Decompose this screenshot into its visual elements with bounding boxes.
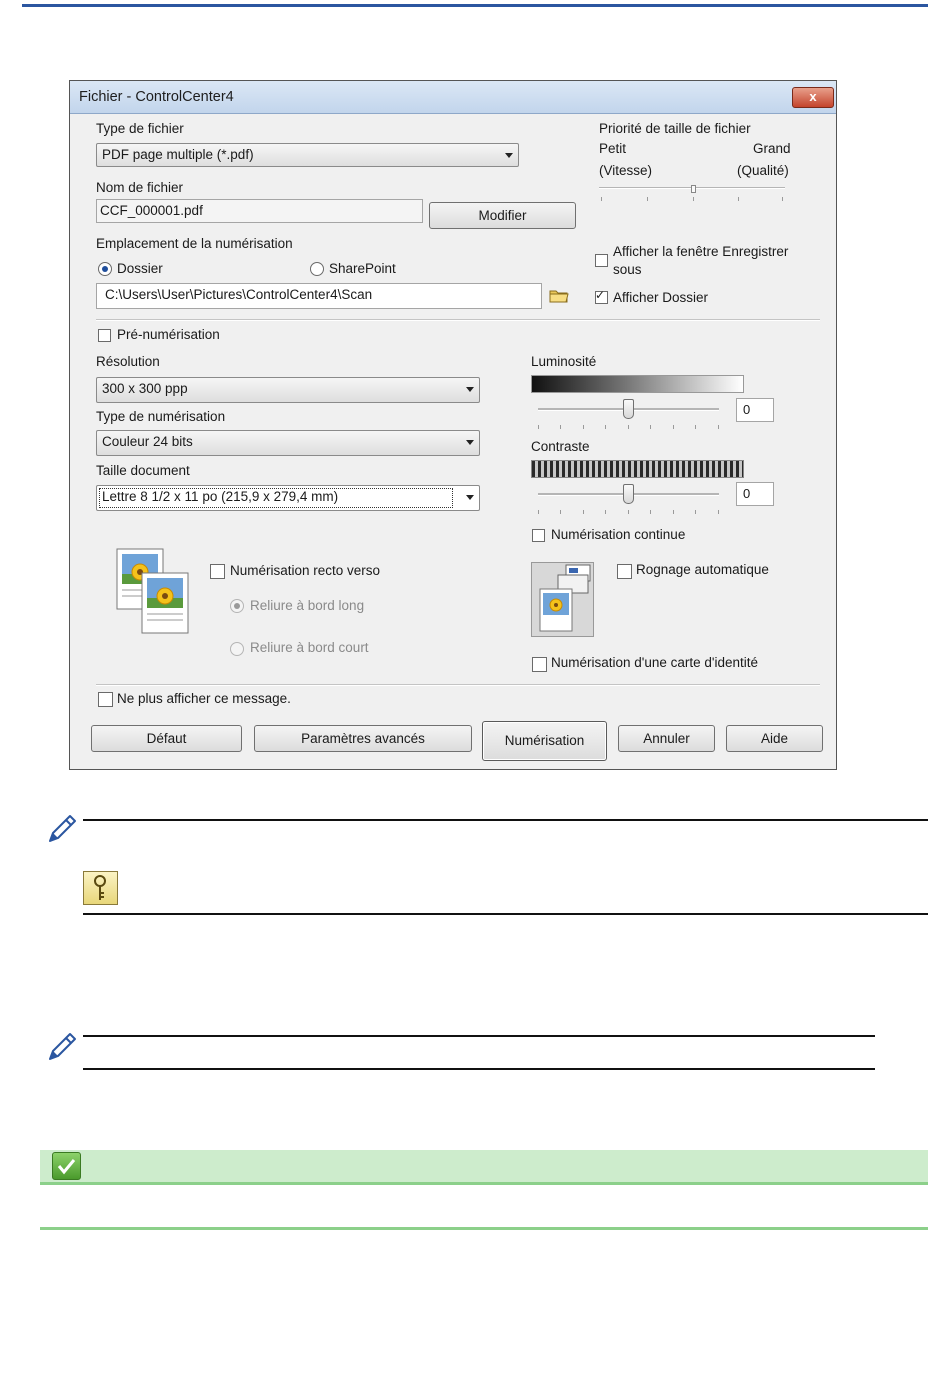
auto-crop-label: Rognage automatique bbox=[636, 562, 769, 577]
sharepoint-radio[interactable] bbox=[310, 262, 324, 276]
continuous-scan-checkbox[interactable] bbox=[532, 529, 545, 542]
slider-thumb[interactable] bbox=[691, 185, 696, 193]
modify-button[interactable]: Modifier bbox=[429, 202, 576, 229]
contrast-label: Contraste bbox=[531, 439, 590, 454]
file-type-value: PDF page multiple (*.pdf) bbox=[102, 147, 254, 162]
file-type-select[interactable] bbox=[96, 143, 519, 167]
show-save-as-label-line2: sous bbox=[613, 262, 642, 277]
contrast-pattern bbox=[531, 460, 744, 478]
radio-dot bbox=[234, 603, 240, 609]
file-name-label: Nom de fichier bbox=[96, 180, 184, 195]
duplex-label: Numérisation recto verso bbox=[230, 563, 381, 578]
page-top-rule bbox=[22, 4, 928, 7]
dialog-title: Fichier - ControlCenter4 bbox=[79, 89, 234, 105]
close-button[interactable]: x bbox=[792, 87, 834, 108]
duplex-checkbox[interactable] bbox=[210, 564, 225, 579]
slider-tick bbox=[560, 425, 561, 429]
prescan-label: Pré-numérisation bbox=[117, 327, 220, 342]
show-save-as-checkbox[interactable] bbox=[595, 254, 608, 267]
scan-type-select[interactable] bbox=[96, 430, 480, 456]
divider bbox=[96, 684, 820, 686]
scan-type-label: Type de numérisation bbox=[96, 409, 226, 424]
auto-crop-checkbox[interactable] bbox=[617, 564, 632, 579]
file-name-value: CCF_000001.pdf bbox=[100, 203, 203, 218]
slider-tick bbox=[601, 197, 602, 201]
chevron-down-icon bbox=[466, 387, 474, 392]
duplex-pages-icon bbox=[116, 548, 190, 636]
slider-tick bbox=[560, 510, 561, 514]
brightness-label: Luminosité bbox=[531, 354, 597, 369]
slider-thumb[interactable] bbox=[623, 484, 634, 504]
folder-radio-label: Dossier bbox=[117, 261, 163, 276]
slider-tick bbox=[718, 510, 719, 514]
related-info-bottom-rule bbox=[40, 1227, 928, 1230]
doc-size-select[interactable] bbox=[96, 485, 480, 511]
note-top-rule bbox=[83, 819, 928, 821]
scan-path-value: C:\Users\User\Pictures\ControlCenter4\Scan bbox=[105, 287, 373, 302]
folder-icon[interactable] bbox=[549, 288, 569, 304]
id-card-label: Numérisation d'une carte d'identité bbox=[551, 655, 759, 670]
help-button[interactable]: Aide bbox=[726, 725, 823, 752]
resolution-label: Résolution bbox=[96, 354, 160, 369]
folder-radio[interactable] bbox=[98, 262, 112, 276]
size-priority-label: Priorité de taille de fichier bbox=[599, 121, 751, 136]
check-icon: ✓ bbox=[595, 288, 606, 302]
dont-show-label: Ne plus afficher ce message. bbox=[117, 691, 291, 706]
long-edge-radio[interactable] bbox=[230, 599, 244, 613]
slider-tick bbox=[583, 425, 584, 429]
size-small-label: Petit bbox=[599, 141, 627, 156]
doc-size-label: Taille document bbox=[96, 463, 190, 478]
slider-thumb[interactable] bbox=[623, 399, 634, 419]
brightness-input[interactable]: 0 bbox=[736, 398, 774, 422]
slider-tick bbox=[628, 425, 629, 429]
divider bbox=[96, 319, 820, 321]
slider-tick bbox=[695, 425, 696, 429]
size-large-sub: (Qualité) bbox=[737, 163, 789, 178]
slider-tick bbox=[538, 510, 539, 514]
show-folder-checkbox[interactable] bbox=[595, 288, 608, 304]
slider-tick bbox=[693, 197, 694, 201]
chevron-down-icon bbox=[466, 495, 474, 500]
slider-tick bbox=[695, 510, 696, 514]
advanced-settings-button[interactable]: Paramètres avancés bbox=[254, 725, 472, 752]
focus-ring bbox=[99, 488, 453, 508]
checkmark-icon bbox=[52, 1152, 81, 1180]
chevron-down-icon bbox=[505, 153, 513, 158]
slider-tick bbox=[647, 197, 648, 201]
slider-tick bbox=[605, 510, 606, 514]
show-folder-label: Afficher Dossier bbox=[613, 290, 709, 305]
contrast-slider[interactable] bbox=[538, 484, 719, 514]
pencil-note-icon bbox=[44, 813, 78, 847]
contrast-input[interactable]: 0 bbox=[736, 482, 774, 506]
pencil-note-icon bbox=[44, 1031, 78, 1065]
note-bottom-rule bbox=[83, 913, 928, 915]
slider-tick bbox=[738, 197, 739, 201]
title-bar bbox=[70, 81, 836, 114]
key-icon bbox=[83, 871, 118, 905]
scan-button[interactable]: Numérisation bbox=[482, 721, 607, 761]
scan-path-field[interactable] bbox=[96, 283, 542, 309]
scan-type-value: Couleur 24 bits bbox=[102, 434, 193, 449]
slider-tick bbox=[538, 425, 539, 429]
brightness-slider[interactable] bbox=[538, 399, 719, 429]
doc-size-value: Lettre 8 1/2 x 11 po (215,9 x 279,4 mm) bbox=[102, 489, 339, 504]
size-small-sub: (Vitesse) bbox=[599, 163, 653, 178]
show-save-as-label: Afficher la fenêtre Enregistrer bbox=[613, 244, 789, 259]
note2-bottom-rule bbox=[83, 1068, 875, 1070]
auto-crop-icon bbox=[531, 562, 594, 637]
chevron-down-icon bbox=[466, 440, 474, 445]
resolution-select[interactable] bbox=[96, 377, 480, 403]
slider-tick bbox=[650, 510, 651, 514]
scan-location-label: Emplacement de la numérisation bbox=[96, 236, 293, 251]
brightness-gradient bbox=[531, 375, 744, 393]
cancel-button[interactable]: Annuler bbox=[618, 725, 715, 752]
file-scan-dialog bbox=[69, 80, 837, 770]
short-edge-label: Reliure à bord court bbox=[250, 640, 369, 655]
short-edge-radio[interactable] bbox=[230, 642, 244, 656]
size-priority-slider[interactable] bbox=[599, 185, 785, 203]
default-button[interactable]: Défaut bbox=[91, 725, 242, 752]
id-card-checkbox[interactable] bbox=[532, 657, 547, 672]
slider-tick bbox=[628, 510, 629, 514]
slider-tick bbox=[650, 425, 651, 429]
file-type-label: Type de fichier bbox=[96, 121, 184, 136]
radio-dot bbox=[102, 266, 108, 272]
size-large-label: Grand bbox=[753, 141, 791, 156]
slider-tick bbox=[673, 510, 674, 514]
related-info-band bbox=[40, 1150, 928, 1185]
slider-tick bbox=[605, 425, 606, 429]
long-edge-label: Reliure à bord long bbox=[250, 598, 365, 613]
sharepoint-radio-label: SharePoint bbox=[329, 261, 396, 276]
slider-tick bbox=[583, 510, 584, 514]
continuous-scan-label: Numérisation continue bbox=[551, 527, 686, 542]
file-name-field bbox=[96, 199, 423, 223]
resolution-value: 300 x 300 ppp bbox=[102, 381, 188, 396]
note2-top-rule bbox=[83, 1035, 875, 1037]
slider-tick bbox=[673, 425, 674, 429]
slider-tick bbox=[782, 197, 783, 201]
slider-tick bbox=[718, 425, 719, 429]
dont-show-checkbox[interactable] bbox=[98, 692, 113, 707]
prescan-checkbox[interactable] bbox=[98, 329, 111, 342]
